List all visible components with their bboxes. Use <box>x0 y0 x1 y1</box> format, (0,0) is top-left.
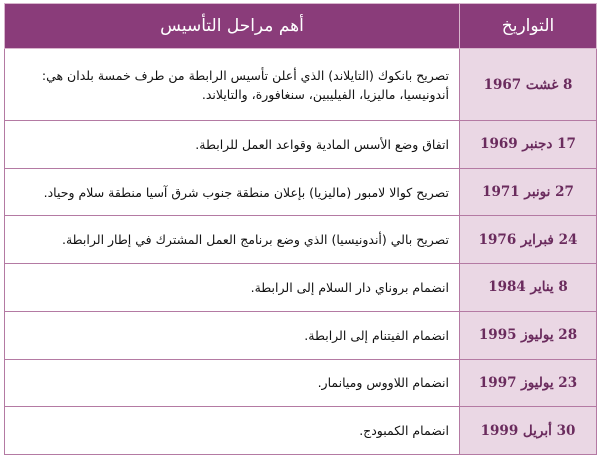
table-row <box>5 49 597 121</box>
event-cell: تصريح كوالا لامبور (ماليزيا) بإعلان منطقة جنوب شرق آسيا منطقة سلام وحياد. <box>5 168 460 216</box>
table-row <box>5 311 597 359</box>
stages-column-header: أهم مراحل التأسيس <box>5 4 460 49</box>
table-row <box>5 407 597 455</box>
date-cell: 23 يوليوز 1997 <box>460 359 597 407</box>
table-row <box>5 121 597 169</box>
date-cell: 30 أبريل 1999 <box>460 407 597 455</box>
table-row <box>5 359 597 407</box>
table-row <box>5 216 597 264</box>
date-cell: 17 دجنبر 1969 <box>460 121 597 169</box>
dates-column-header: التواريخ <box>460 4 597 49</box>
date-cell: 8 غشت 1967 <box>460 49 597 121</box>
table-header-row <box>5 4 597 49</box>
event-cell: انضمام بروناي دار السلام إلى الرابطة. <box>5 264 460 312</box>
event-cell: انضمام الفيتنام إلى الرابطة. <box>5 311 460 359</box>
founding-timeline-table <box>4 3 597 455</box>
event-cell: تصريح بانكوك (التايلاند) الذي أعلن تأسيس الرابطة من طرف خمسة بلدان هي: أندونيسيا، ماليزيا، الفيليبين، سنغافورة، والتايلاند. <box>5 49 460 121</box>
date-cell: 28 يوليوز 1995 <box>460 311 597 359</box>
date-cell: 27 نونبر 1971 <box>460 168 597 216</box>
date-cell: 24 فبراير 1976 <box>460 216 597 264</box>
event-cell: اتفاق وضع الأسس المادية وقواعد العمل للرابطة. <box>5 121 460 169</box>
event-cell: انضمام اللاووس وميانمار. <box>5 359 460 407</box>
table-row <box>5 168 597 216</box>
event-cell: تصريح بالي (أندونيسيا) الذي وضع برنامج العمل المشترك في إطار الرابطة. <box>5 216 460 264</box>
date-cell: 8 يناير 1984 <box>460 264 597 312</box>
table-row <box>5 264 597 312</box>
event-cell: انضمام الكمبودج. <box>5 407 460 455</box>
